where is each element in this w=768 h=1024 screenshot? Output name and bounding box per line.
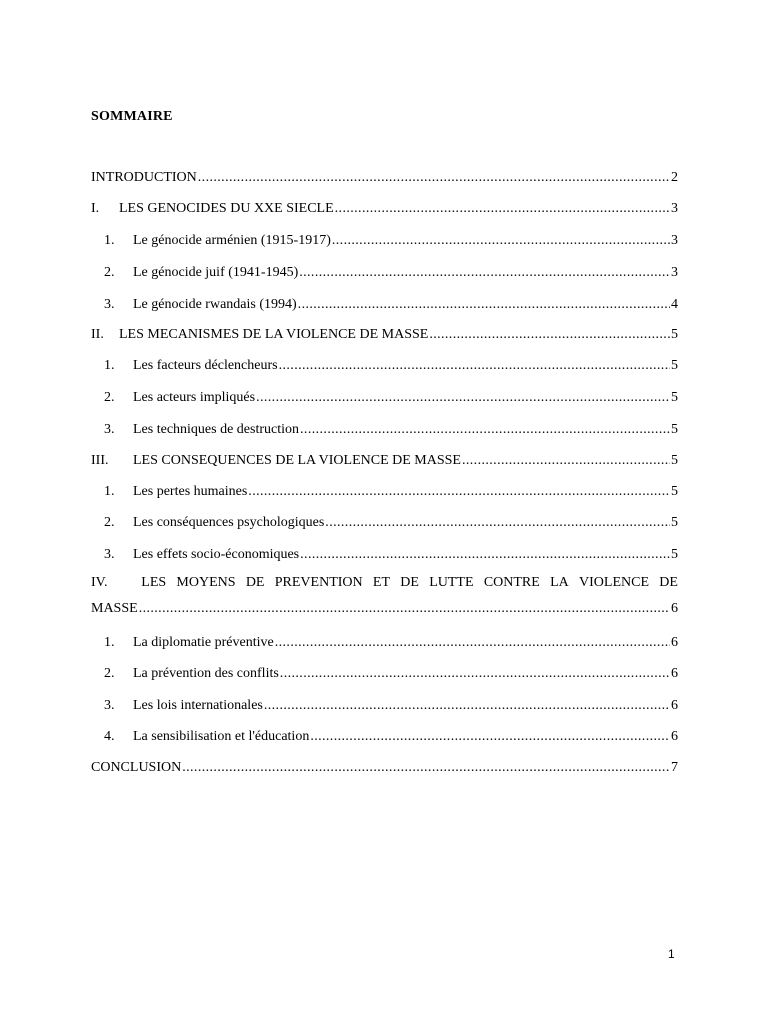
toc-entry-label: La prévention des conflits [133,666,279,681]
toc-entry-label: Les facteurs déclencheurs [133,358,278,373]
toc-entry-label: Les techniques de destruction [133,422,300,437]
dot-leader [264,696,670,716]
toc-word: DE [659,575,678,590]
toc-subsection-number: 4. [104,729,115,744]
toc-entry-first-line [91,570,678,596]
toc-entry-label: LES MECANISMES DE LA VIOLENCE DE MASSE [119,327,429,342]
toc-page-number: 3 [671,233,678,248]
toc-entry-section-4-4[interactable] [104,727,678,747]
toc-subsection-number: 2. [104,515,115,530]
toc-section-number: IV. [91,575,108,590]
toc-entry-label: Le génocide arménien (1915-1917) [133,233,331,248]
toc-word: LES [141,575,167,590]
dot-leader [248,482,670,502]
dot-leader [279,356,670,376]
dot-leader [325,513,670,533]
toc-entry-section-1-2[interactable] [104,263,678,283]
page-title: SOMMAIRE [91,109,173,124]
toc-entry-label: Les pertes humaines [133,484,248,499]
toc-page-number: 6 [671,635,678,650]
toc-page-number: 6 [671,601,678,616]
toc-subsection-number: 3. [104,422,115,437]
dot-leader [300,545,670,565]
toc-page-number: 5 [671,390,678,405]
toc-word: LA [550,575,569,590]
toc-entry-label: LES CONSEQUENCES DE LA VIOLENCE DE MASSE [133,453,461,468]
toc-page-number: 6 [671,698,678,713]
toc-subsection-number: 2. [104,390,115,405]
dot-leader [310,727,670,747]
toc-entry-section-4[interactable] [91,570,678,622]
toc-page-number: 5 [671,547,678,562]
toc-entry-label: Le génocide juif (1941-1945) [133,265,299,280]
dot-leader [335,199,670,219]
toc-word: VIOLENCE [579,575,650,590]
toc-entry-section-2-1[interactable] [104,356,678,376]
toc-entry-label: Les effets socio-économiques [133,547,300,562]
toc-entry-label: Les lois internationales [133,698,263,713]
toc-word: PREVENTION [274,575,363,590]
toc-word: CONTRE [483,575,540,590]
dot-leader [299,263,670,283]
dot-leader [256,388,670,408]
toc-word: DE [400,575,419,590]
dot-leader [280,664,670,684]
toc-entry-section-3-2[interactable] [104,513,678,533]
toc-entry-section-4-3[interactable] [104,696,678,716]
toc-subsection-number: 1. [104,635,115,650]
toc-word: LUTTE [429,575,474,590]
toc-entry-section-2[interactable] [91,325,678,345]
toc-entry-introduction[interactable] [91,168,678,188]
toc-entry-section-2-2[interactable] [104,388,678,408]
dot-leader [429,325,670,345]
toc-entry-label: La sensibilisation et l'éducation [133,729,310,744]
toc-entry-section-2-3[interactable] [104,420,678,440]
page-number: 1 [668,947,675,961]
toc-page-number: 7 [671,760,678,775]
toc-section-number: II. [91,327,104,342]
toc-entry-section-1[interactable] [91,199,678,219]
toc-entry-label: Les conséquences psychologiques [133,515,325,530]
dot-leader [298,295,670,315]
toc-section-number: I. [91,201,100,216]
toc-entry-section-4-2[interactable] [104,664,678,684]
toc-subsection-number: 2. [104,265,115,280]
dot-leader [198,168,670,188]
toc-entry-section-1-3[interactable] [104,295,678,315]
toc-entry-section-1-1[interactable] [104,231,678,251]
toc-subsection-number: 1. [104,358,115,373]
toc-entry-label: La diplomatie préventive [133,635,274,650]
toc-entry-label: LES GENOCIDES DU XXE SIECLE [119,201,334,216]
toc-entry-label: Les acteurs impliqués [133,390,256,405]
toc-entry-label: INTRODUCTION [91,170,197,185]
toc-entry-label: Le génocide rwandais (1994) [133,297,297,312]
toc-entry-label: CONCLUSION [91,760,182,775]
toc-entry-section-3-1[interactable] [104,482,678,502]
toc-page-number: 2 [671,170,678,185]
toc-entry-conclusion[interactable] [91,758,678,778]
dot-leader [139,596,670,622]
toc-subsection-number: 1. [104,484,115,499]
toc-subsection-number: 3. [104,297,115,312]
toc-section-number: III. [91,453,109,468]
toc-word: DE [245,575,265,590]
toc-page-number: 5 [671,358,678,373]
toc-page-number: 6 [671,729,678,744]
toc-subsection-number: 2. [104,666,115,681]
toc-page-number: 5 [671,327,678,342]
toc-page-number: 5 [671,515,678,530]
toc-subsection-number: 3. [104,698,115,713]
toc-entry-section-3-3[interactable] [104,545,678,565]
toc-entry-section-4-1[interactable] [104,633,678,653]
toc-page-number: 4 [671,297,678,312]
toc-subsection-number: 3. [104,547,115,562]
toc-page-number: 5 [671,422,678,437]
toc-page-number: 3 [671,265,678,280]
dot-leader [275,633,670,653]
toc-word: ET [372,575,391,590]
toc-entry-label: MASSE [91,601,138,616]
toc-entry-second-line [91,596,678,622]
dot-leader [300,420,670,440]
toc-page-number: 3 [671,201,678,216]
toc-word: MOYENS [176,575,236,590]
toc-page-number: 5 [671,453,678,468]
dot-leader [182,758,670,778]
toc-page-number: 6 [671,666,678,681]
toc-page-number: 5 [671,484,678,499]
toc-subsection-number: 1. [104,233,115,248]
toc-entry-section-3[interactable] [91,451,678,471]
dot-leader [462,451,670,471]
dot-leader [332,231,670,251]
